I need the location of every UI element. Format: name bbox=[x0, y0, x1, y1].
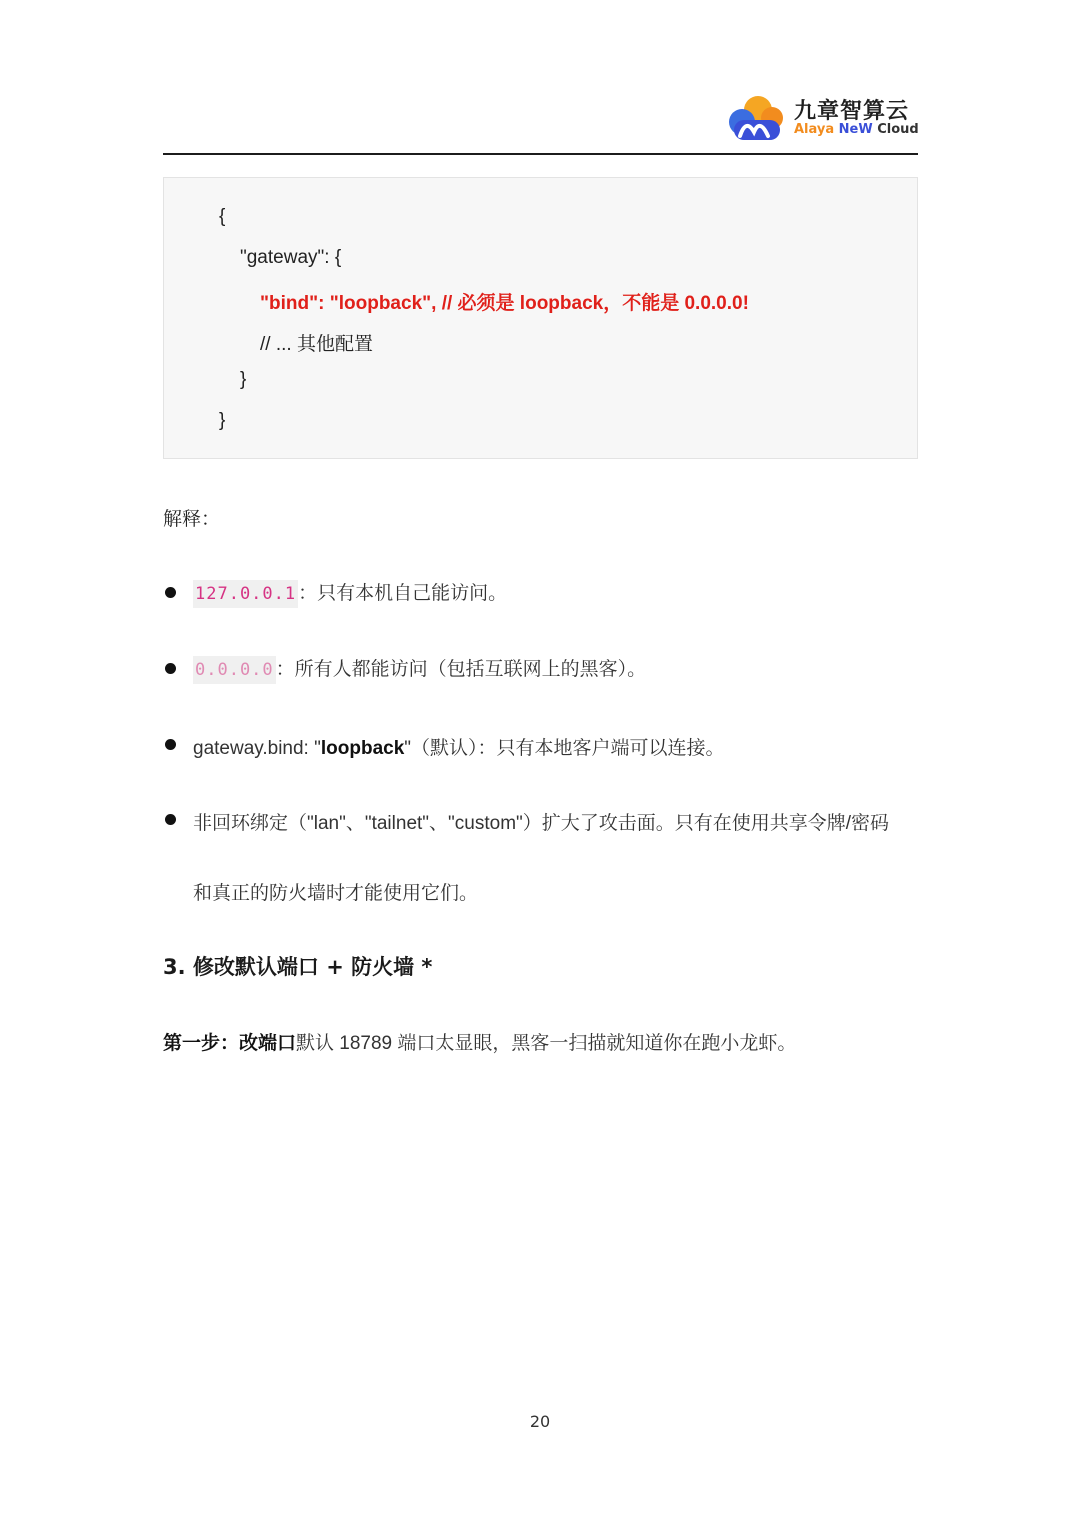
code-line-comment: // ... 其他配置 bbox=[260, 334, 373, 355]
bullet-icon bbox=[165, 663, 176, 674]
code-line-highlight: "bind": "loopback", // 必须是 loopback，不能是 0.0.0.0! bbox=[260, 293, 749, 314]
list-item-text: 非回环绑定（"lan"、"tailnet"、"custom"）扩大了攻击面。只有在使用共享令牌/密码 bbox=[193, 813, 890, 834]
explanation-heading: 解释： bbox=[163, 508, 221, 530]
bullet-icon bbox=[165, 587, 176, 598]
bullet-icon bbox=[165, 814, 176, 825]
page-number: 20 bbox=[529, 1412, 551, 1431]
brand-logo bbox=[726, 92, 926, 142]
list-item-text-continued: 和真正的防火墙时才能使用它们。 bbox=[193, 883, 479, 904]
section-heading: 3. 修改默认端口 + 防火墙 * bbox=[163, 955, 433, 979]
list-item-text: ：只有本机自己能访问。 bbox=[298, 583, 508, 604]
step-text: 默认 18789 端口太显眼，黑客一扫描就知道你在跑小龙虾。 bbox=[296, 1033, 797, 1054]
code-line: "gateway": { bbox=[240, 247, 342, 268]
logo-title: 九章智算云 bbox=[794, 99, 910, 124]
logo-subtitle: Alaya NeW Cloud bbox=[794, 122, 919, 137]
code-line: { bbox=[219, 206, 226, 227]
header-divider bbox=[163, 153, 918, 155]
emphasis-text: loopback bbox=[320, 738, 405, 759]
step-line bbox=[163, 1028, 796, 1055]
step-label: 第一步：改端口 bbox=[163, 1033, 297, 1054]
bullet-icon bbox=[165, 739, 176, 750]
code-line: } bbox=[240, 369, 247, 390]
code-line: } bbox=[219, 410, 226, 431]
inline-code: 127.0.0.1 bbox=[193, 580, 298, 608]
cloud-logo-icon bbox=[726, 92, 786, 142]
code-block bbox=[163, 177, 918, 459]
list-item-text: ：所有人都能访问（包括互联网上的黑客）。 bbox=[275, 659, 647, 680]
inline-code: 0.0.0.0 bbox=[193, 656, 276, 684]
